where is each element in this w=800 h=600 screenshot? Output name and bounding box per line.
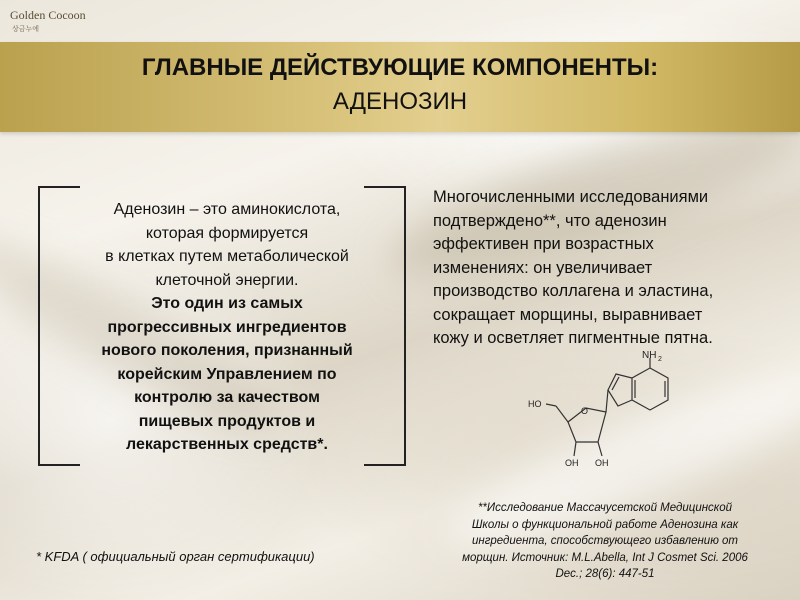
- molecule-label: OH: [565, 458, 579, 468]
- definition-highlight-line: пищевых продуктов и: [138, 412, 316, 430]
- footnote-line: морщин. Источник: M.L.Abella, Int J Cosmet Sci. 2006: [462, 551, 748, 564]
- research-line: эффективен при возрастных: [433, 235, 654, 253]
- kfda-footnote: * KFDA ( официальный орган сертификации): [36, 549, 315, 564]
- definition-block: [62, 198, 392, 457]
- footnote-line: Школы о функциональной работе Аденозина как: [471, 518, 739, 531]
- definition-highlight-line: Это один из самых: [151, 295, 303, 312]
- definition-highlight-line: контролю за качеством: [134, 389, 320, 406]
- footnote-line: Dec.; 28(6): 447-51: [555, 568, 655, 580]
- footnote-line: **Исследование Массачусетской Медицинской: [477, 502, 733, 514]
- molecule-label: NH: [642, 350, 657, 361]
- slide-subtitle: АДЕНОЗИН: [332, 88, 468, 115]
- definition-line: в клетках путем метаболической: [105, 248, 349, 265]
- research-line: изменениях: он увеличивает: [433, 258, 653, 277]
- molecule-label: 2: [658, 356, 662, 363]
- molecule-label: HO: [528, 399, 542, 409]
- research-line: Многочисленными исследованиями: [433, 188, 709, 206]
- research-footnote: [420, 500, 790, 583]
- research-line: подтверждено**, что аденозин: [433, 211, 667, 230]
- slide-title: ГЛАВНЫЕ ДЕЙСТВУЮЩИЕ КОМПОНЕНТЫ:: [141, 54, 659, 81]
- definition-line: Аденозин – это аминокислота,: [113, 201, 341, 218]
- research-line: производство коллагена и эластина,: [433, 282, 714, 300]
- brand-logo-subtitle: 상금누에: [12, 26, 40, 33]
- research-line: кожу и осветляет пигментные пятна.: [433, 329, 713, 347]
- research-block: [433, 186, 788, 351]
- definition-highlight-line: нового поколения, признанный: [101, 342, 353, 359]
- definition-line: клеточной энергии.: [155, 271, 299, 289]
- molecule-label: O: [581, 406, 589, 416]
- definition-highlight-line: корейским Управлением по: [117, 365, 337, 383]
- definition-line: которая формируется: [145, 224, 309, 242]
- adenosine-structure-icon: [520, 350, 710, 470]
- definition-highlight-line: прогрессивных ингредиентов: [107, 318, 347, 336]
- research-line: сокращает морщины, выравнивает: [433, 305, 703, 324]
- molecule-label: OH: [595, 458, 609, 468]
- footnote-line: ингредиента, способствующего избавлению от: [471, 535, 739, 547]
- brand-logo: Golden Cocoon: [10, 8, 86, 22]
- definition-highlight-line: лекарственных средств*.: [126, 436, 328, 453]
